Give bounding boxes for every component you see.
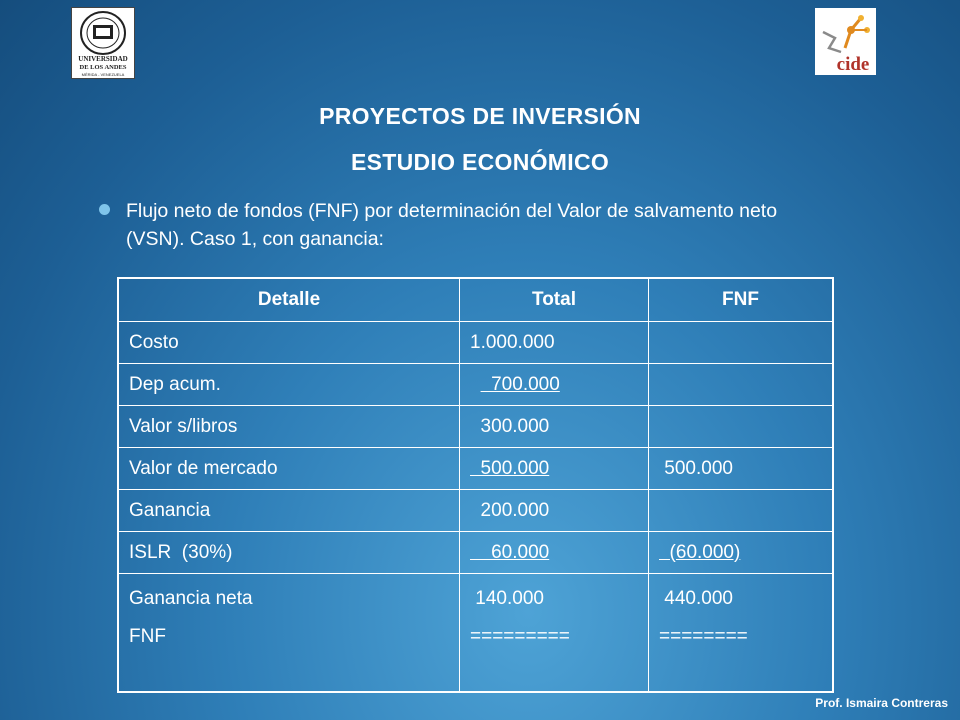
- total-rule: =========: [470, 626, 570, 647]
- cell-total: [460, 448, 649, 490]
- table-row: [118, 574, 833, 692]
- logo-text-line2: DE LOS ANDES: [79, 64, 127, 71]
- logo-text-line3: MÉRIDA - VENEZUELA: [81, 72, 125, 77]
- cell-detalle: Ganancia: [118, 490, 460, 532]
- cell-total: [460, 364, 649, 406]
- table-row: [118, 364, 833, 406]
- cell-fnf: [649, 364, 834, 406]
- cell-fnf: [649, 532, 834, 574]
- cell-detalle: [118, 574, 460, 692]
- underlined-value: (60.000): [659, 541, 741, 563]
- cell-detalle: ISLR (30%): [118, 532, 460, 574]
- cell-detalle: Valor s/libros: [118, 406, 460, 448]
- page-title: PROYECTOS DE INVERSIÓN: [319, 103, 641, 129]
- underlined-value: 500.000: [470, 457, 550, 479]
- table-row: [118, 406, 833, 448]
- cell-fnf: [649, 322, 834, 364]
- cell-fnf: [649, 406, 834, 448]
- header-fnf: FNF: [649, 278, 834, 322]
- cell-detalle: Dep acum.: [118, 364, 460, 406]
- bullet-icon: [99, 204, 110, 215]
- cide-text: cide: [836, 54, 870, 75]
- table-row: [118, 322, 833, 364]
- header-total: Total: [460, 278, 649, 322]
- cell-fnf: [649, 574, 834, 692]
- fnf-rule: ========: [659, 626, 748, 647]
- table-row: [118, 490, 833, 532]
- ganancia-neta-value: 140.000: [470, 588, 544, 609]
- cell-total: [460, 574, 649, 692]
- cell-fnf: 500.000: [649, 448, 834, 490]
- universidad-de-los-andes-logo: [71, 7, 135, 79]
- underlined-value: 60.000: [470, 541, 550, 563]
- cide-logo: [815, 8, 876, 75]
- cell-detalle: Valor de mercado: [118, 448, 460, 490]
- header-detalle: Detalle: [118, 278, 460, 322]
- author-footer: Prof. Ismaira Contreras: [815, 696, 948, 710]
- fnf-value: 440.000: [659, 588, 733, 609]
- table-header-row: [118, 278, 833, 322]
- table-row: [118, 448, 833, 490]
- cell-total: 1.000.000: [460, 322, 649, 364]
- cell-detalle: Costo: [118, 322, 460, 364]
- cell-total: 300.000: [460, 406, 649, 448]
- fnf-label: FNF: [129, 626, 166, 647]
- ganancia-neta-label: Ganancia neta: [129, 588, 253, 609]
- table-row: [118, 532, 833, 574]
- fnf-table: [117, 277, 834, 693]
- cell-total: [460, 532, 649, 574]
- bullet-text: Flujo neto de fondos (FNF) por determinación del Valor de salvamento neto (VSN). Caso 1, con ganancia:: [126, 200, 778, 250]
- page-subtitle: ESTUDIO ECONÓMICO: [350, 149, 610, 175]
- underlined-value: 700.000: [480, 373, 560, 395]
- cell-fnf: [649, 490, 834, 532]
- logo-text-line1: UNIVERSIDAD: [78, 55, 128, 63]
- cell-total: 200.000: [460, 490, 649, 532]
